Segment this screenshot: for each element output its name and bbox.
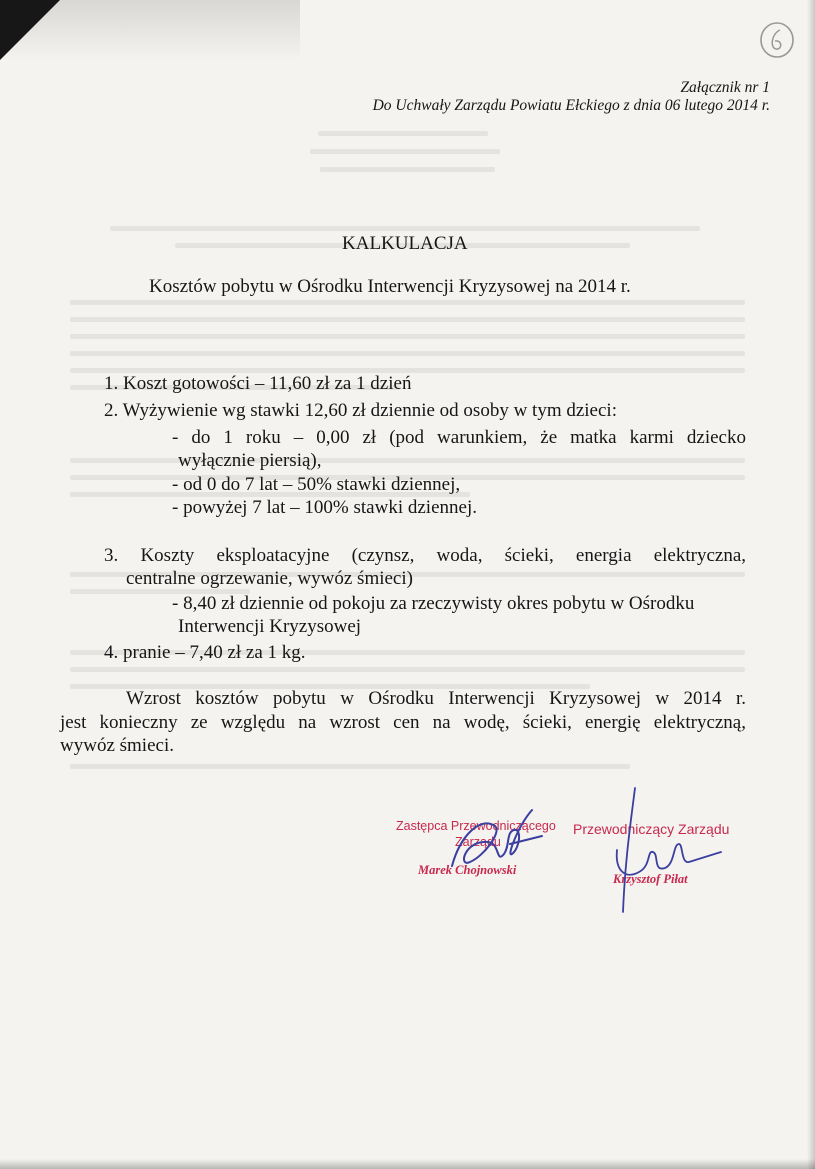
paragraph-line-2: jest konieczny ze względu na wzrost cen na wodę, ścieki, energię elektryczną,: [60, 712, 746, 733]
paragraph-line-1: Wzrost kosztów pobytu w Ośrodku Interwencji Kryzysowej w 2014 r.: [126, 688, 746, 709]
list-item-2c: - powyżej 7 lat – 100% stawki dziennej.: [172, 497, 477, 518]
list-item-3a-cont: Interwencji Kryzysowej: [178, 616, 362, 637]
left-handwritten-signature: [440, 796, 550, 886]
list-item-3: 3. Koszty eksploatacyjne (czynsz, woda, ścieki, energia elektryczna,: [104, 545, 746, 566]
left-signatory-title-2: Zarządu: [455, 835, 501, 849]
list-item-3-cont: centralne ogrzewanie, wywóz śmieci): [126, 568, 413, 589]
scan-bottom-shadow: [0, 1159, 815, 1169]
list-item-2a: - do 1 roku – 0,00 zł (pod warunkiem, że matka karmi dziecko: [172, 427, 746, 448]
list-item-2b: - od 0 do 7 lat – 50% stawki dziennej,: [172, 474, 461, 495]
circled-number-mark: [757, 20, 797, 60]
list-item-2: 2. Wyżywienie wg stawki 12,60 zł dziennie od osoby w tym dzieci:: [104, 400, 617, 421]
document-subtitle: Kosztów pobytu w Ośrodku Interwencji Kryzysowej na 2014 r.: [149, 276, 631, 297]
right-handwritten-signature: [595, 780, 735, 920]
list-item-2a-cont: wyłącznie piersią),: [178, 450, 322, 471]
paragraph-line-3: wywóz śmieci.: [60, 735, 174, 756]
list-item-1: 1. Koszt gotowości – 11,60 zł za 1 dzień: [104, 373, 412, 394]
document-title: KALKULACJA: [342, 233, 468, 254]
right-signatory-name: Krzysztof Piłat: [613, 872, 688, 886]
folded-corner: [0, 0, 60, 60]
right-signatory-title: Przewodniczący Zarządu: [573, 821, 730, 837]
scan-edge-shadow: [807, 0, 815, 1169]
list-item-4: 4. pranie – 7,40 zł za 1 kg.: [104, 642, 306, 663]
left-signatory-name: Marek Chojnowski: [418, 863, 517, 877]
left-signatory-title: Zastępca Przewodniczącego: [396, 819, 556, 833]
list-item-3a: - 8,40 zł dziennie od pokoju za rzeczywisty okres pobytu w Ośrodku: [172, 593, 695, 614]
annex-resolution: Do Uchwały Zarządu Powiatu Ełckiego z dnia 06 lutego 2014 r.: [372, 97, 770, 114]
annex-label: Załącznik nr 1: [680, 79, 770, 96]
